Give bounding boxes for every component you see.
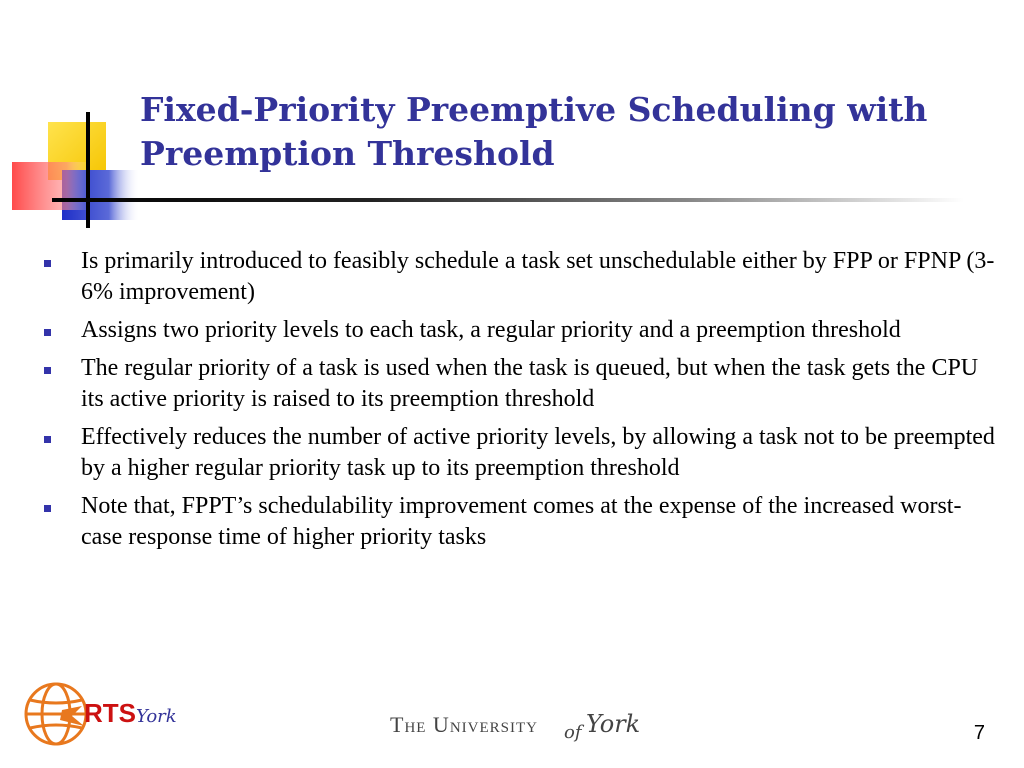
swoosh-icon — [60, 706, 84, 726]
rts-logo-text: RTS — [84, 698, 136, 728]
university-of-york-logo — [388, 700, 648, 746]
deco-red-square — [12, 162, 90, 210]
bullet-text: Effectively reduces the number of active priority levels, by allowing a task not to be preempted by a higher regular priority task up to its preemption threshold — [81, 424, 995, 481]
slide-title: Fixed-Priority Preemptive Scheduling with Preemption Threshold — [140, 90, 928, 173]
university-york-text: York — [586, 710, 641, 738]
bullet-text: The regular priority of a task is used when the task is queued, but when the task gets the CPU its active priority is raised to its preemption threshold — [81, 355, 979, 412]
university-of-text: of — [564, 722, 582, 743]
bullet-list — [40, 246, 1000, 560]
square-bullet-icon — [44, 505, 51, 512]
bullet-text: Assigns two priority levels to each task, a regular priority and a preemption threshold — [81, 317, 901, 343]
title-underline — [52, 198, 964, 202]
bullet-item — [40, 353, 1000, 415]
bullet-item — [40, 422, 1000, 484]
rts-york-logo — [18, 676, 208, 752]
square-bullet-icon — [44, 367, 51, 374]
university-text: The University — [390, 712, 538, 737]
bullet-item — [40, 246, 1000, 308]
square-bullet-icon — [44, 329, 51, 336]
square-bullet-icon — [44, 436, 51, 443]
bullet-item — [40, 315, 1000, 346]
globe-icon — [26, 684, 86, 744]
bullet-item — [40, 491, 1000, 553]
page-number: 7 — [973, 722, 985, 744]
bullet-text: Note that, FPPT’s schedulability improvement comes at the expense of the increased worst-case response time of higher priority tasks — [81, 493, 962, 550]
bullet-text: Is primarily introduced to feasibly schedule a task set unschedulable either by FPP or FPNP (3-6% improvement) — [81, 248, 995, 305]
title-decoration — [0, 0, 140, 230]
rts-logo-suffix: York — [136, 706, 177, 727]
square-bullet-icon — [44, 260, 51, 267]
